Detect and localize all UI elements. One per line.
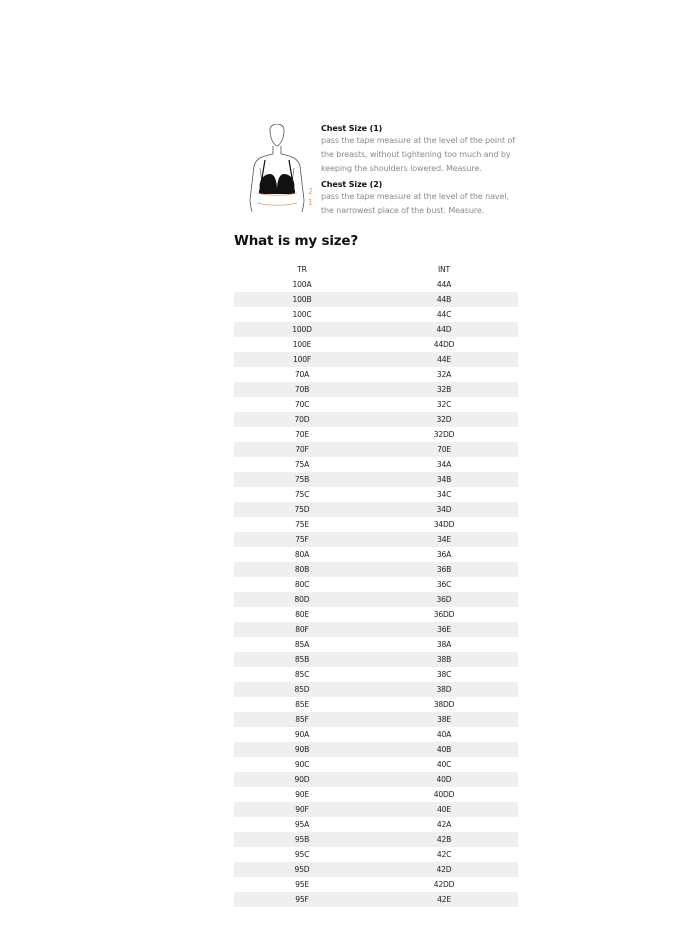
int-size-cell: 42C — [370, 847, 518, 862]
int-size-cell: 40D — [370, 772, 518, 787]
int-size-cell: 38A — [370, 637, 518, 652]
int-size-cell: 34D — [370, 502, 518, 517]
table-row — [234, 547, 518, 562]
chest-size-2-text — [321, 190, 531, 218]
int-size-cell: 34C — [370, 487, 518, 502]
table-row — [234, 637, 518, 652]
int-size-cell: 36DD — [370, 607, 518, 622]
table-row — [234, 862, 518, 877]
table-row — [234, 787, 518, 802]
table-row — [234, 292, 518, 307]
size-conversion-table — [234, 262, 518, 907]
int-size-cell: 36D — [370, 592, 518, 607]
int-size-cell: 36C — [370, 577, 518, 592]
int-size-cell: 70E — [370, 442, 518, 457]
table-row — [234, 607, 518, 622]
table-row — [234, 322, 518, 337]
table-row — [234, 682, 518, 697]
table-row — [234, 397, 518, 412]
chest-size-1-title: Chest Size (1) — [321, 124, 383, 133]
int-size-cell: 44D — [370, 322, 518, 337]
tr-size-cell: 75F — [234, 532, 370, 547]
chest-size-1-line: the breasts, without tightening too much and by — [321, 150, 511, 159]
tr-size-cell: 75A — [234, 457, 370, 472]
int-size-cell: 32A — [370, 367, 518, 382]
int-size-cell: 40B — [370, 742, 518, 757]
int-size-cell: 44DD — [370, 337, 518, 352]
tr-size-cell: 90A — [234, 727, 370, 742]
table-row — [234, 532, 518, 547]
int-size-cell: 36E — [370, 622, 518, 637]
table-row — [234, 412, 518, 427]
tr-size-cell: 100D — [234, 322, 370, 337]
tr-size-cell: 80A — [234, 547, 370, 562]
table-row — [234, 592, 518, 607]
tr-size-cell: 95D — [234, 862, 370, 877]
tr-size-cell: 85B — [234, 652, 370, 667]
table-row — [234, 427, 518, 442]
tr-size-cell: 80F — [234, 622, 370, 637]
table-row — [234, 517, 518, 532]
int-size-cell: 42D — [370, 862, 518, 877]
tr-size-cell: 70D — [234, 412, 370, 427]
table-row — [234, 502, 518, 517]
tr-size-cell: 100E — [234, 337, 370, 352]
tr-size-cell: 75D — [234, 502, 370, 517]
tr-size-cell: 90D — [234, 772, 370, 787]
int-size-cell: 34DD — [370, 517, 518, 532]
table-row — [234, 757, 518, 772]
tr-size-cell: 80D — [234, 592, 370, 607]
table-row — [234, 577, 518, 592]
tr-size-cell: 100B — [234, 292, 370, 307]
int-size-cell: 38C — [370, 667, 518, 682]
int-size-cell: 44A — [370, 277, 518, 292]
tr-size-cell: 90E — [234, 787, 370, 802]
tr-size-cell: 100C — [234, 307, 370, 322]
chest-size-2-title: Chest Size (2) — [321, 180, 383, 189]
int-size-cell: 42DD — [370, 877, 518, 892]
table-row — [234, 472, 518, 487]
column-header-tr: TR — [297, 265, 307, 274]
int-size-cell: 32C — [370, 397, 518, 412]
tr-size-cell: 100F — [234, 352, 370, 367]
measurement-instructions — [321, 124, 531, 218]
table-row — [234, 727, 518, 742]
table-header-row — [234, 262, 518, 277]
int-size-cell: 32D — [370, 412, 518, 427]
table-row — [234, 367, 518, 382]
table-row — [234, 892, 518, 907]
tr-size-cell: 80C — [234, 577, 370, 592]
tr-size-cell: 90B — [234, 742, 370, 757]
int-size-cell: 44B — [370, 292, 518, 307]
int-size-cell: 42B — [370, 832, 518, 847]
int-size-cell: 38DD — [370, 697, 518, 712]
table-row — [234, 817, 518, 832]
int-size-cell: 32B — [370, 382, 518, 397]
int-size-cell: 34B — [370, 472, 518, 487]
table-row — [234, 622, 518, 637]
table-row — [234, 487, 518, 502]
table-body — [234, 277, 518, 907]
table-row — [234, 697, 518, 712]
table-row — [234, 742, 518, 757]
table-row — [234, 382, 518, 397]
int-size-cell: 44C — [370, 307, 518, 322]
chest-size-2-line: pass the tape measure at the level of the navel, — [321, 192, 509, 201]
tr-size-cell: 85E — [234, 697, 370, 712]
tr-size-cell: 95F — [234, 892, 370, 907]
tr-size-cell: 85D — [234, 682, 370, 697]
int-size-cell: 40C — [370, 757, 518, 772]
tr-size-cell: 70B — [234, 382, 370, 397]
int-size-cell: 40A — [370, 727, 518, 742]
tr-size-cell: 95B — [234, 832, 370, 847]
int-size-cell: 36B — [370, 562, 518, 577]
table-row — [234, 277, 518, 292]
page-title: What is my size? — [234, 233, 359, 249]
table-row — [234, 877, 518, 892]
chest-size-1-line: keeping the shoulders lowered. Measure. — [321, 164, 482, 173]
tr-size-cell: 85C — [234, 667, 370, 682]
int-size-cell: 36A — [370, 547, 518, 562]
tr-size-cell: 80B — [234, 562, 370, 577]
table-row — [234, 712, 518, 727]
table-row — [234, 337, 518, 352]
bust-measurement-illustration — [248, 124, 318, 218]
int-size-cell: 42E — [370, 892, 518, 907]
int-size-cell: 44E — [370, 352, 518, 367]
tr-size-cell: 70E — [234, 427, 370, 442]
tr-size-cell: 70F — [234, 442, 370, 457]
table-row — [234, 652, 518, 667]
int-size-cell: 38D — [370, 682, 518, 697]
table-row — [234, 352, 518, 367]
table-row — [234, 667, 518, 682]
table-row — [234, 457, 518, 472]
int-size-cell: 38E — [370, 712, 518, 727]
chest-size-1-line: pass the tape measure at the level of the point of — [321, 136, 515, 145]
table-row — [234, 802, 518, 817]
chest-size-1-text — [321, 134, 531, 176]
int-size-cell: 34E — [370, 532, 518, 547]
int-size-cell: 34A — [370, 457, 518, 472]
int-size-cell: 40E — [370, 802, 518, 817]
marker-1-label: 1 — [308, 198, 314, 207]
int-size-cell: 40DD — [370, 787, 518, 802]
tr-size-cell: 70A — [234, 367, 370, 382]
tr-size-cell: 75C — [234, 487, 370, 502]
table-row — [234, 832, 518, 847]
table-row — [234, 307, 518, 322]
int-size-cell: 38B — [370, 652, 518, 667]
table-row — [234, 772, 518, 787]
int-size-cell: 32DD — [370, 427, 518, 442]
tr-size-cell: 95E — [234, 877, 370, 892]
tr-size-cell: 75E — [234, 517, 370, 532]
table-row — [234, 847, 518, 862]
table-row — [234, 442, 518, 457]
tr-size-cell: 95A — [234, 817, 370, 832]
tr-size-cell: 80E — [234, 607, 370, 622]
tr-size-cell: 85A — [234, 637, 370, 652]
tr-size-cell: 70C — [234, 397, 370, 412]
marker-2-label: 2 — [308, 187, 314, 196]
chest-size-2-line: the narrowest place of the bust. Measure. — [321, 206, 485, 215]
tr-size-cell: 100A — [234, 277, 370, 292]
int-size-cell: 42A — [370, 817, 518, 832]
tr-size-cell: 90C — [234, 757, 370, 772]
tr-size-cell: 90F — [234, 802, 370, 817]
table-row — [234, 562, 518, 577]
tr-size-cell: 85F — [234, 712, 370, 727]
tr-size-cell: 75B — [234, 472, 370, 487]
tr-size-cell: 95C — [234, 847, 370, 862]
column-header-int: INT — [438, 265, 450, 274]
